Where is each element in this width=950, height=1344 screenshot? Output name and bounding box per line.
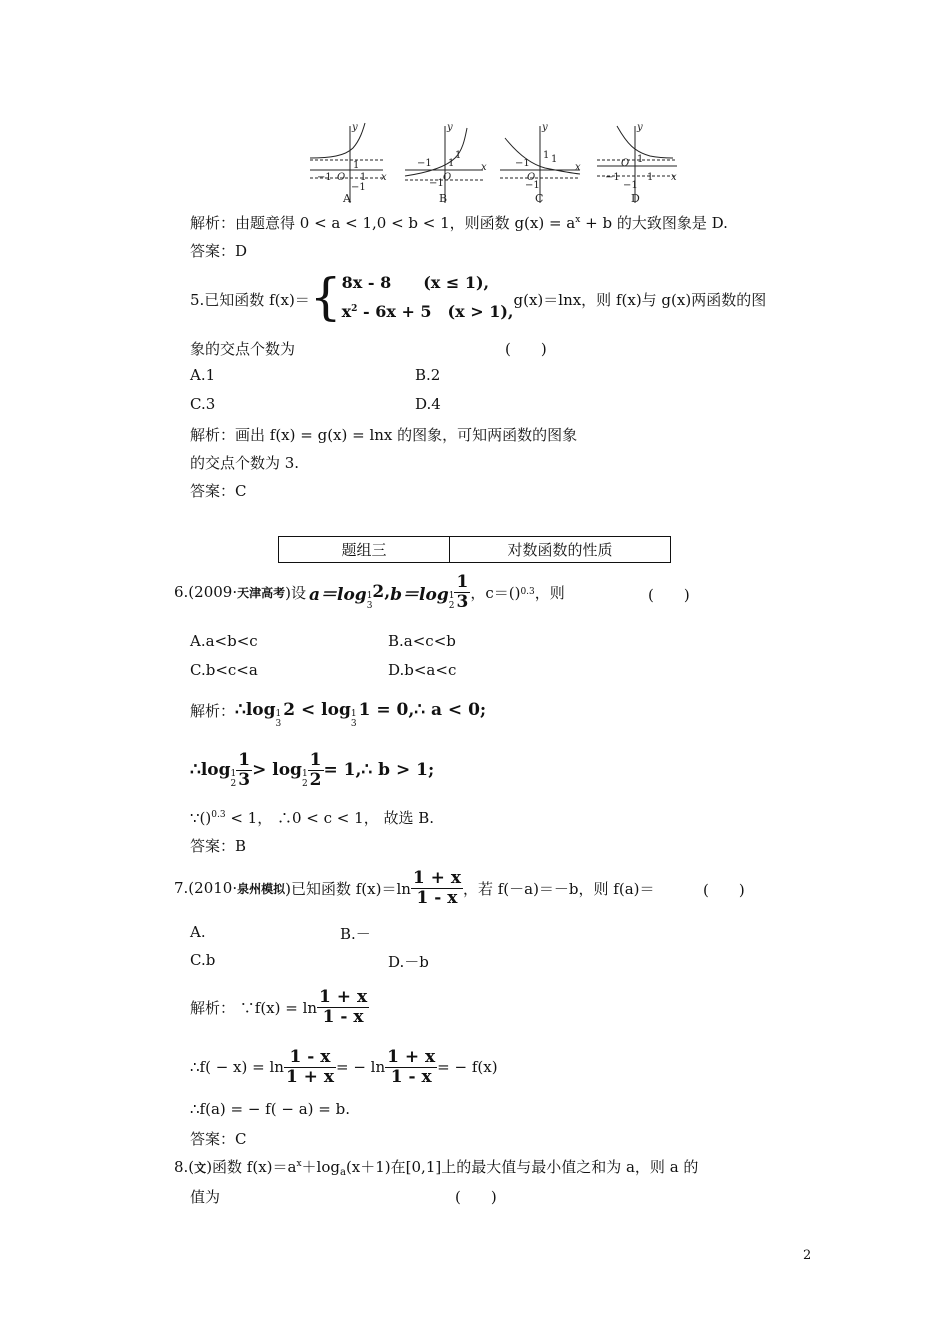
svg-text:1: 1 bbox=[647, 172, 654, 183]
q8-paren: ( ) bbox=[455, 1188, 497, 1206]
q6-option-a: A.a<b<c bbox=[190, 632, 258, 650]
svg-text:−1: −1 bbox=[317, 172, 332, 183]
q8-stem-line1: 8.(文)函数 $f(x)=a^x+\log_a(x+1)$在[0,1]上的最大值与最小值之和为 a，则 a 的 bbox=[174, 1158, 699, 1178]
svg-text:O: O bbox=[621, 158, 630, 169]
svg-text:y: y bbox=[542, 122, 548, 133]
q6-answer: 答案：B bbox=[190, 837, 247, 855]
svg-text:1: 1 bbox=[360, 172, 367, 183]
svg-text:−1: −1 bbox=[429, 178, 444, 189]
svg-text:x: x bbox=[481, 162, 487, 173]
svg-text:1: 1 bbox=[637, 154, 644, 165]
svg-text:O: O bbox=[337, 172, 346, 183]
q6-analysis-line1: 解析： ∴log 1 3 2 < log 1 3 1 = 0,∴ a < 0; bbox=[190, 700, 487, 729]
graph-label-a: A bbox=[343, 192, 351, 205]
svg-text:−1: −1 bbox=[605, 172, 620, 183]
q5-analysis-line2: 的交点个数为 3. bbox=[190, 454, 300, 472]
q6-analysis-line3: ∵()$^{0.3}$ < 1， ∴0 < c < 1， 故选 B. bbox=[190, 809, 435, 827]
svg-text:1: 1 bbox=[353, 160, 360, 171]
graph-label-b: B bbox=[439, 192, 448, 205]
svg-text:−1: −1 bbox=[623, 180, 638, 191]
svg-text:x: x bbox=[575, 162, 581, 173]
q7-option-b: B.－ bbox=[340, 925, 371, 943]
svg-text:y: y bbox=[352, 122, 358, 133]
svg-text:x: x bbox=[671, 172, 677, 183]
q5-option-a: A.1 bbox=[190, 366, 216, 384]
q7-stem: 7.(2010· 泉州模拟 )已知函数 f(x)＝ln $\frac{1 + x}{1 - x}$ ，若 f(－a)＝－b，则 f(a)＝ bbox=[174, 867, 655, 908]
graph-label-c: C bbox=[535, 192, 544, 205]
svg-text:−1: −1 bbox=[515, 158, 530, 169]
section-group-label: 题组三 bbox=[279, 537, 450, 562]
svg-text:−1: −1 bbox=[351, 182, 366, 193]
q7-analysis-line2: ∴f( − x) = ln $\frac{1 - x}{1 + x}$ = − ln $\frac{1 + x}{1 - x}$ = − f(x) bbox=[190, 1046, 498, 1087]
q5-analysis-line1: 解析：画出 f(x) = g(x) = lnx 的图象，可知两函数的图象 bbox=[190, 426, 578, 444]
q7-answer: 答案：C bbox=[190, 1130, 247, 1148]
q7-option-c: C.b bbox=[190, 951, 216, 969]
q5-option-b: B.2 bbox=[415, 366, 441, 384]
q6-option-d: D.b<a<c bbox=[388, 661, 457, 679]
q6-analysis-line2: ∴log 1 2 $\frac{1}{3}$ > log 1 2 $\frac{1}{2}$ = 1,∴ b > 1; bbox=[190, 749, 435, 790]
svg-text:1: 1 bbox=[455, 150, 462, 161]
page-number: 2 bbox=[803, 1248, 812, 1263]
section-header-table bbox=[278, 536, 671, 563]
q6-paren: ( ) bbox=[648, 586, 690, 604]
q5-option-c: C.3 bbox=[190, 395, 216, 413]
option-graphs bbox=[305, 118, 685, 208]
q5-answer: 答案：C bbox=[190, 482, 247, 500]
svg-text:O: O bbox=[527, 172, 536, 183]
q8-stem-line2: 值为 bbox=[190, 1188, 221, 1206]
q6-stem: 6.(2009· 天津高考 )设 a＝log 1 3 2, b＝log 1 2 $\frac{1}{3}$ ，c＝() 0.3 ，则 bbox=[174, 571, 565, 612]
q5-option-d: D.4 bbox=[415, 395, 441, 413]
svg-text:1: 1 bbox=[448, 158, 455, 169]
q6-option-c: C.b<c<a bbox=[190, 661, 258, 679]
q4-answer: 答案：D bbox=[190, 242, 248, 260]
svg-text:x: x bbox=[381, 172, 387, 183]
graph-label-d: D bbox=[631, 192, 640, 205]
svg-text:O: O bbox=[443, 172, 452, 183]
svg-text:1: 1 bbox=[543, 150, 550, 161]
q7-paren: ( ) bbox=[703, 881, 745, 899]
q7-option-d: D.－b bbox=[388, 953, 429, 971]
q6-option-b: B.a<c<b bbox=[388, 632, 456, 650]
svg-text:y: y bbox=[637, 122, 643, 133]
svg-text:−1: −1 bbox=[417, 158, 432, 169]
q4-analysis: 解析：由题意得 0 < a < 1,0 < b < 1，则函数 $g(x) = a^x + b$ 的大致图象是 D. bbox=[190, 214, 728, 232]
q5-stem-line2: 象的交点个数为 bbox=[190, 340, 296, 358]
q5-paren: ( ) bbox=[505, 340, 547, 358]
svg-text:−1: −1 bbox=[525, 180, 540, 191]
q5-stem: 5.已知函数 f(x)＝ { 8x - 8 (x ≤ 1), $x^2 - 6x + 5$ (x > 1), g(x)＝lnx，则 f(x)与 g(x)两函数的图 bbox=[190, 268, 767, 326]
section-topic-label: 对数函数的性质 bbox=[507, 541, 613, 559]
q7-analysis-line3: ∴f(a) = − f( − a) = b. bbox=[190, 1100, 350, 1118]
svg-text:y: y bbox=[447, 122, 453, 133]
svg-text:1: 1 bbox=[551, 154, 558, 165]
q7-analysis-line1: 解析： ∵f(x) = ln $\frac{1 + x}{1 - x}$ bbox=[190, 986, 368, 1027]
q7-option-a: A. bbox=[190, 923, 206, 941]
